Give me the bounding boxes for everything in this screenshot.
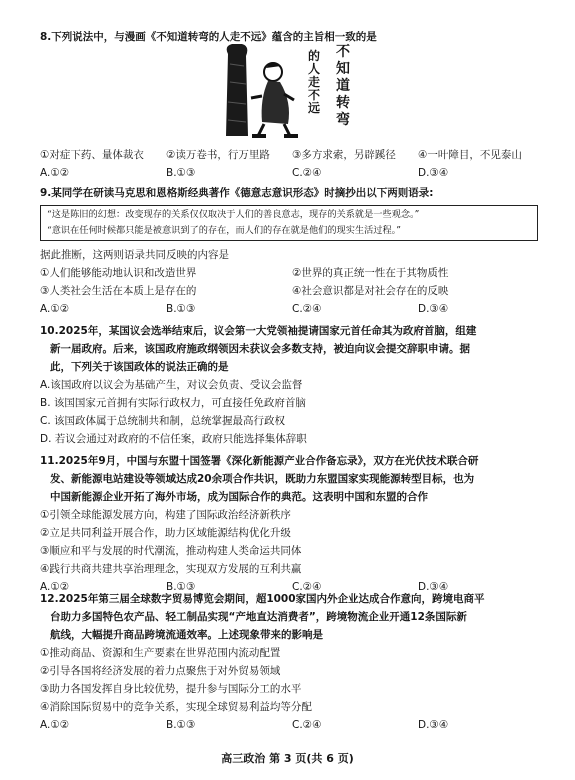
answer-choice: A.①②	[40, 581, 70, 593]
option: ④社会意识都是对社会存在的反映	[292, 285, 449, 297]
answer-choice: A.①②	[40, 719, 70, 731]
question-10-stem-line: 此，下列关于该国政体的说法正确的是	[50, 361, 229, 373]
question-12	[40, 590, 545, 734]
option: ③人类社会生活在本质上是存在的	[40, 285, 197, 297]
cartoon-caption-left	[308, 50, 334, 115]
answer-choice: B.①③	[166, 581, 196, 593]
option: ④消除国际贸易中的竞争关系，实现全球贸易利益均等分配	[40, 701, 312, 713]
option: ①对症下药、量体裁衣	[40, 149, 144, 161]
caption-char: 弯	[336, 112, 350, 128]
option: ④一叶障目，不见泰山	[418, 149, 522, 161]
caption-char: 转	[336, 95, 350, 111]
question-12-stem-line: 台助力多国特色农产品、轻工制品实现“产地直达消费者”，跨境物流企业开通12条国际新	[50, 611, 467, 623]
option: ①引领全球能源发展方向，构建了国际政治经济新秩序	[40, 509, 291, 521]
question-12-stem-line: 航线，大幅提升商品跨境流通效率。上述现象带来的影响是	[50, 629, 323, 641]
question-11-stem-line: 11.2025年9月，中国与东盟十国签署《深化新能源产业合作备忘录》，双方在光伏技术联合研	[40, 455, 479, 467]
answer-choice: C.②④	[292, 581, 322, 593]
caption-char: 人	[308, 62, 321, 76]
option: ③助力各国发挥自身比较优势，提升参与国际分工的水平	[40, 683, 302, 695]
quote-line: “这是陈旧的幻想：改变现存的关系仅仅取决于人们的善良意志，现存的关系就是一些观念。”	[47, 209, 420, 220]
answer-choice: C.②④	[292, 719, 322, 731]
answer-choice: A.①②	[40, 303, 70, 315]
page-footer: 高三政治 第 3 页(共 6 页)	[221, 752, 354, 765]
option: ②立足共同利益开展合作，助力区域能源结构优化升级	[40, 527, 291, 539]
option: ①人们能够能动地认识和改造世界	[40, 267, 197, 279]
option: ①推动商品、资源和生产要素在世界范围内流动配置	[40, 647, 281, 659]
caption-char: 远	[308, 101, 321, 115]
option: ④践行共商共建共享治理理念，实现双方发展的互利共赢	[40, 563, 302, 575]
caption-char: 不	[336, 44, 350, 60]
caption-char: 不	[308, 88, 321, 102]
question-9-body	[40, 246, 545, 318]
question-11	[40, 452, 545, 596]
question-11-stem-line: 中国新能源企业开拓了海外市场，成为国际合作的典范。这表明中国和东盟的合作	[50, 491, 428, 503]
question-8-options	[40, 146, 545, 182]
option: C. 该国政体属于总统制共和制，总统掌握最高行政权	[40, 415, 286, 427]
option: ③多方求索，另辟蹊径	[292, 149, 396, 161]
option: ②引导各国将经济发展的着力点聚焦于对外贸易领域	[40, 665, 281, 677]
option: ②读万卷书，行万里路	[166, 149, 270, 161]
answer-choice: D.③④	[418, 303, 449, 315]
question-10-stem-line: 新一届政府。后来，该国政府施政纲领因未获议会多数支持，被迫向议会提交辞职申请。据	[50, 343, 470, 355]
quote-line: “意识在任何时候都只能是被意识到了的存在，而人们的存在就是他们的现实生活过程。”	[47, 225, 401, 236]
question-12-stem-line: 12.2025年第三届全球数字贸易博览会期间，超1000家国内外企业达成合作意向，跨境电商平	[40, 593, 485, 605]
answer-choice: D.③④	[418, 167, 449, 179]
option: B. 该国国家元首拥有实际行政权力，可直接任免政府首脑	[40, 397, 306, 409]
cartoon-illustration	[218, 44, 368, 144]
answer-choice: A.①②	[40, 167, 70, 179]
question-10	[40, 322, 545, 448]
question-9-lead: 据此推断，这两则语录共同反映的内容是	[40, 249, 229, 261]
question-11-stem-line: 发、新能源电站建设等领域达成20余项合作共识，既助力东盟国家实现能源转型目标，也为	[50, 473, 475, 485]
option: D. 若议会通过对政府的不信任案，政府只能选择集体辞职	[40, 433, 307, 445]
answer-choice: D.③④	[418, 581, 449, 593]
caption-char: 道	[336, 78, 350, 94]
caption-char: 知	[336, 61, 350, 77]
answer-choice: D.③④	[418, 719, 449, 731]
quote-box	[40, 205, 538, 241]
option: ③顺应和平与发展的时代潮流，推动构建人类命运共同体	[40, 545, 302, 557]
question-8-stem: 8.下列说法中，与漫画《不知道转弯的人走不远》蕴含的主旨相一致的是	[40, 31, 377, 43]
answer-choice: B.①③	[166, 303, 196, 315]
question-9	[40, 184, 545, 202]
option: A.该国政府以议会为基础产生，对议会负责、受议会监督	[40, 379, 303, 391]
answer-choice: B.①③	[166, 719, 196, 731]
cartoon-caption-right	[336, 44, 364, 129]
caption-char: 走	[308, 75, 321, 89]
answer-choice: C.②④	[292, 167, 322, 179]
question-10-stem-line: 10.2025年，某国议会选举结束后，议会第一大党领袖提请国家元首任命其为政府首脑，组建	[40, 325, 477, 337]
caption-char: 的	[308, 49, 321, 63]
question-9-stem: 9.某同学在研读马克思和恩格斯经典著作《德意志意识形态》时摘抄出以下两则语录:	[40, 187, 434, 199]
option: ②世界的真正统一性在于其物质性	[292, 267, 449, 279]
answer-choice: C.②④	[292, 303, 322, 315]
answer-choice: B.①③	[166, 167, 196, 179]
